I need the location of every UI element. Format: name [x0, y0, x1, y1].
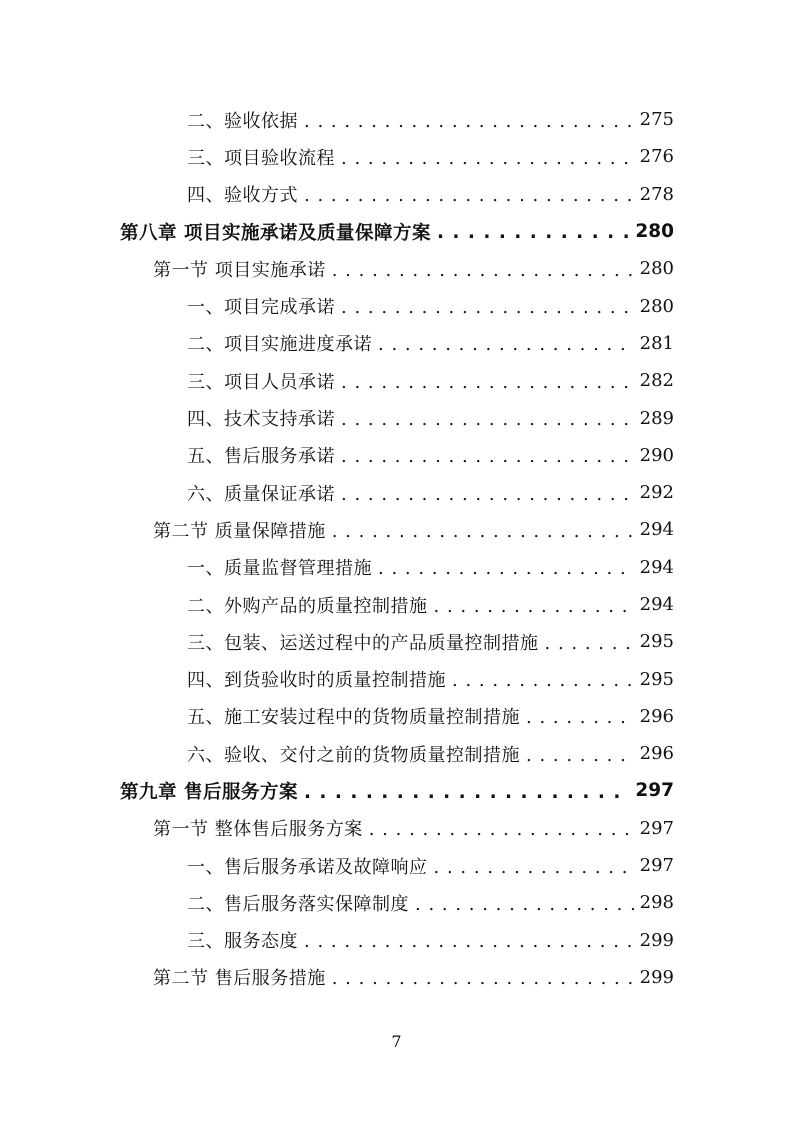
- toc-entry-title: 三、服务态度: [187, 931, 298, 953]
- toc-entry-title: 第二节 售后服务措施: [153, 968, 326, 990]
- toc-entry-title: 第一节 项目实施承诺: [153, 259, 326, 281]
- dot-leader: [526, 747, 634, 765]
- toc-section-entry[interactable]: [0, 250, 793, 287]
- toc-entry-title: 二、验收依据: [187, 110, 298, 132]
- toc-entry-page: 275: [639, 109, 674, 131]
- toc-entry-title: 第二节 质量保障措施: [153, 520, 326, 542]
- dot-leader: [378, 336, 634, 354]
- toc-item-entry[interactable]: [0, 735, 793, 772]
- toc-section-entry[interactable]: [0, 959, 793, 996]
- toc-entry-page: 296: [639, 705, 674, 727]
- toc-entry-title: 五、施工安装过程中的货物质量控制措施: [187, 707, 520, 729]
- toc-entry-page: 289: [639, 407, 674, 429]
- toc-item-entry[interactable]: [0, 884, 793, 921]
- dot-leader: [341, 299, 634, 317]
- dot-leader: [341, 150, 634, 168]
- dot-leader: [434, 859, 634, 877]
- toc-entry-title: 四、验收方式: [187, 185, 298, 207]
- toc-item-entry[interactable]: [0, 698, 793, 735]
- toc-entry-page: 294: [639, 519, 674, 541]
- dot-leader: [304, 784, 629, 803]
- toc-entry-title: 第八章 项目实施承诺及质量保障方案: [120, 222, 431, 244]
- toc-entry-title: 二、售后服务落实保障制度: [187, 893, 409, 915]
- dot-leader: [369, 821, 634, 839]
- toc-entry-title: 六、质量保证承诺: [187, 483, 335, 505]
- toc-entry-page: 280: [639, 295, 674, 317]
- toc-item-entry[interactable]: [0, 138, 793, 175]
- toc-item-entry[interactable]: [0, 437, 793, 474]
- toc-entry-page: 296: [639, 743, 674, 765]
- dot-leader: [341, 411, 634, 429]
- dot-leader: [341, 486, 634, 504]
- toc-chapter-entry[interactable]: [0, 772, 793, 809]
- dot-leader: [378, 560, 634, 578]
- toc-entry-title: 五、售后服务承诺: [187, 446, 335, 468]
- toc-item-entry[interactable]: [0, 847, 793, 884]
- toc-item-entry[interactable]: [0, 101, 793, 138]
- toc-entry-page: 297: [639, 817, 674, 839]
- toc-chapter-entry[interactable]: [0, 213, 793, 250]
- toc-entry-page: 281: [639, 332, 674, 354]
- toc-section-entry[interactable]: [0, 511, 793, 548]
- toc-section-entry[interactable]: [0, 810, 793, 847]
- toc-entry-page: 294: [639, 594, 674, 615]
- dot-leader: [304, 933, 634, 951]
- dot-leader: [526, 709, 634, 727]
- dot-leader: [545, 635, 634, 653]
- toc-entry-page: 297: [639, 855, 674, 877]
- toc-entry-page: 278: [639, 183, 674, 205]
- toc-entry-title: 一、质量监督管理措施: [187, 558, 372, 580]
- dot-leader: [452, 672, 634, 690]
- toc-item-entry[interactable]: [0, 362, 793, 399]
- dot-leader: [304, 113, 634, 131]
- table-of-contents: [0, 101, 793, 996]
- toc-entry-page: 280: [639, 258, 674, 280]
- toc-entry-title: 四、技术支持承诺: [187, 409, 335, 431]
- toc-entry-page: 297: [635, 780, 674, 802]
- toc-entry-title: 一、售后服务承诺及故障响应: [187, 856, 428, 878]
- toc-entry-page: 295: [639, 631, 674, 653]
- dot-leader: [437, 224, 629, 243]
- page-number: 7: [391, 1032, 402, 1051]
- toc-entry-page: 292: [639, 482, 674, 504]
- toc-entry-title: 二、外购产品的质量控制措施: [187, 595, 428, 617]
- toc-entry-page: 298: [639, 892, 674, 914]
- toc-entry-title: 一、项目完成承诺: [187, 297, 335, 319]
- dot-leader: [341, 374, 634, 392]
- dot-leader: [332, 523, 634, 541]
- dot-leader: [341, 448, 634, 466]
- toc-entry-page: 280: [635, 221, 674, 243]
- toc-item-entry[interactable]: [0, 586, 793, 623]
- toc-entry-page: 295: [639, 668, 674, 690]
- toc-entry-page: 294: [639, 556, 674, 578]
- toc-entry-page: 276: [639, 146, 674, 168]
- toc-entry-title: 第一节 整体售后服务方案: [153, 819, 363, 841]
- toc-item-entry[interactable]: [0, 325, 793, 362]
- toc-entry-title: 六、验收、交付之前的货物质量控制措施: [187, 744, 520, 766]
- toc-entry-title: 第九章 售后服务方案: [120, 781, 298, 803]
- dot-leader: [332, 970, 634, 988]
- dot-leader: [434, 598, 634, 616]
- toc-entry-title: 三、项目人员承诺: [187, 371, 335, 393]
- toc-item-entry[interactable]: [0, 176, 793, 213]
- dot-leader: [415, 896, 634, 914]
- toc-item-entry[interactable]: [0, 399, 793, 436]
- toc-entry-title: 三、包装、运送过程中的产品质量控制措施: [187, 632, 539, 654]
- toc-item-entry[interactable]: [0, 660, 793, 697]
- toc-entry-title: 三、项目验收流程: [187, 147, 335, 169]
- dot-leader: [332, 262, 634, 280]
- toc-item-entry[interactable]: [0, 287, 793, 324]
- toc-entry-page: 299: [639, 929, 674, 951]
- toc-entry-page: 290: [639, 444, 674, 466]
- toc-item-entry[interactable]: [0, 623, 793, 660]
- toc-item-entry[interactable]: [0, 922, 793, 959]
- toc-entry-page: 299: [639, 966, 674, 988]
- toc-item-entry[interactable]: [0, 474, 793, 511]
- toc-entry-title: 四、到货验收时的质量控制措施: [187, 670, 446, 692]
- toc-entry-page: 282: [639, 370, 674, 392]
- toc-entry-title: 二、项目实施进度承诺: [187, 334, 372, 356]
- toc-item-entry[interactable]: [0, 549, 793, 586]
- dot-leader: [304, 187, 634, 205]
